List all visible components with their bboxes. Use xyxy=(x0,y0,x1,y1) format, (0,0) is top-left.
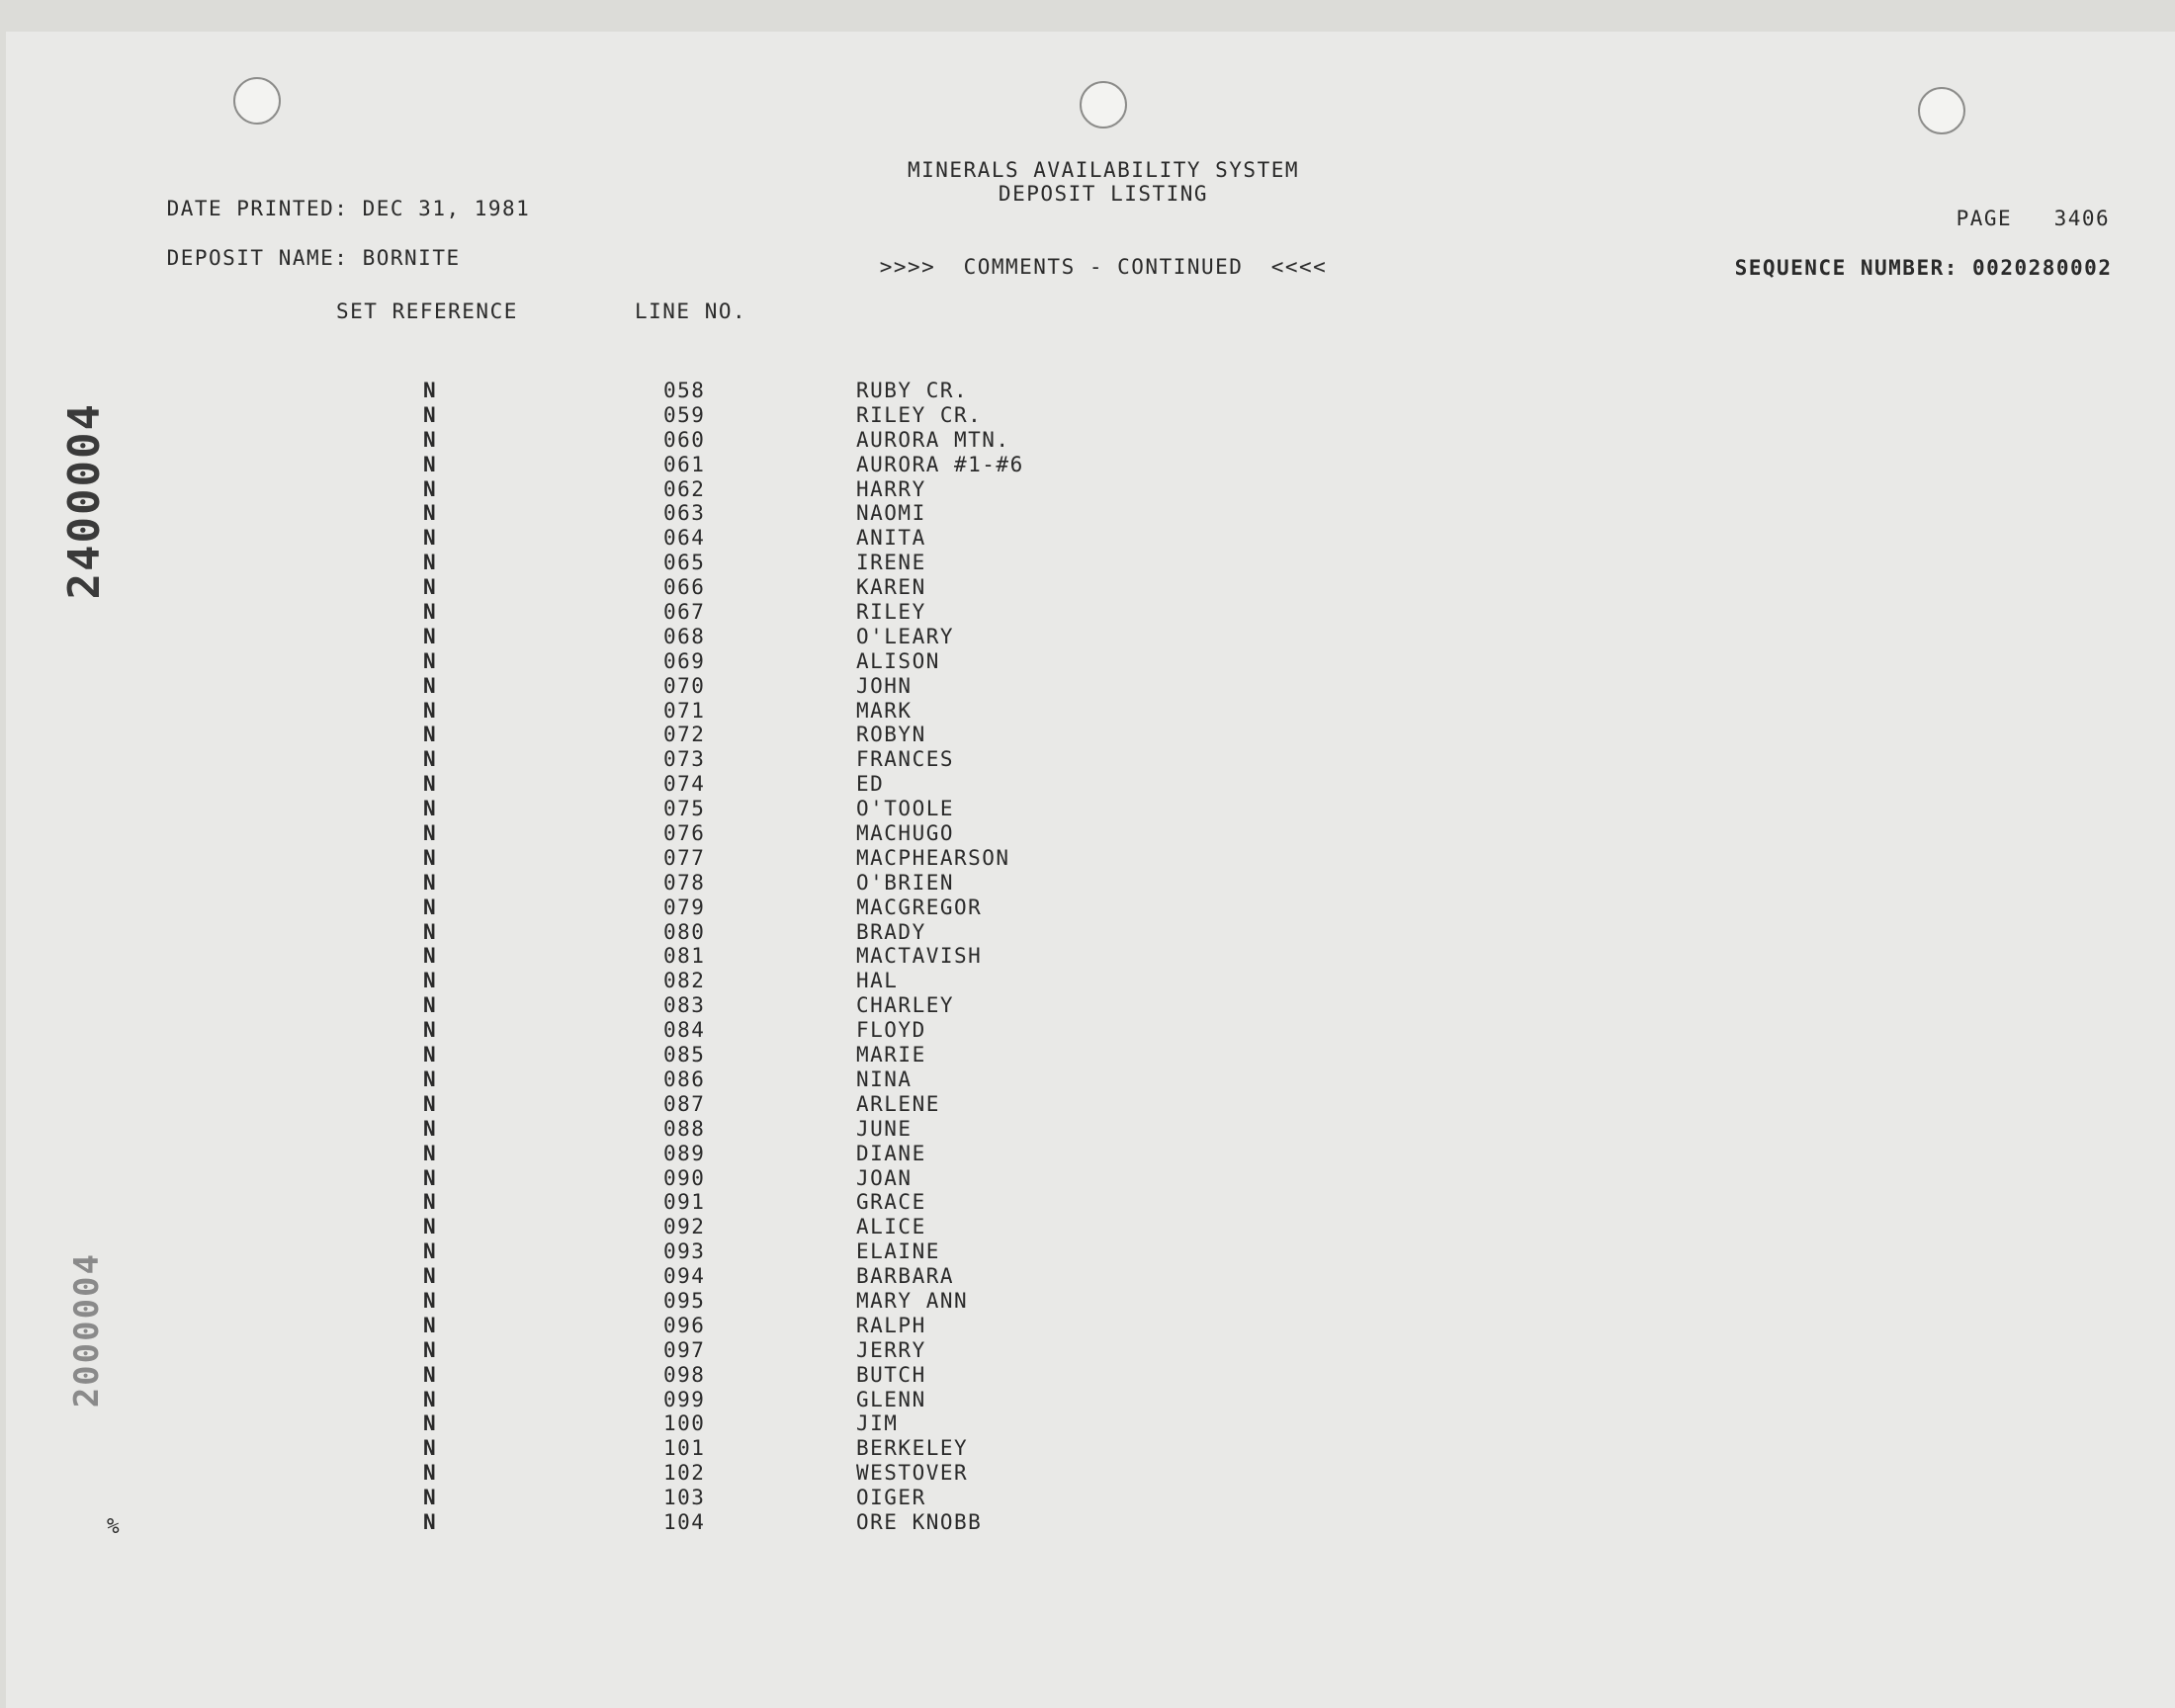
table-row xyxy=(6,602,2175,627)
table-row xyxy=(6,774,2175,799)
comment-cell: NAOMI xyxy=(856,501,926,526)
set-reference-cell: N xyxy=(423,476,438,501)
comment-cell: JOHN xyxy=(856,673,913,698)
table-row xyxy=(6,553,2175,577)
comment-cell: OIGER xyxy=(856,1486,926,1510)
comment-cell: ARLENE xyxy=(856,1091,940,1116)
comment-cell: FLOYD xyxy=(856,1018,926,1043)
line-number-cell: 079 xyxy=(663,895,706,919)
line-number-cell: 086 xyxy=(663,1067,706,1091)
line-number-cell: 100 xyxy=(663,1411,706,1436)
line-number-cell: 078 xyxy=(663,870,706,895)
comment-cell: BRADY xyxy=(856,919,926,944)
line-number-cell: 071 xyxy=(663,698,706,723)
comment-cell: MARIE xyxy=(856,1043,926,1068)
line-number-cell: 058 xyxy=(663,379,706,402)
line-number-cell: 089 xyxy=(663,1141,706,1165)
line-number-cell: 085 xyxy=(663,1043,706,1068)
comment-cell: MARK xyxy=(856,698,913,723)
table-row xyxy=(6,946,2175,971)
comment-cell: GLENN xyxy=(856,1387,926,1411)
table-row xyxy=(6,1438,2175,1463)
comment-cell: GRACE xyxy=(856,1190,926,1215)
table-row xyxy=(6,624,2175,651)
table-row xyxy=(6,402,2175,430)
table-row xyxy=(6,1192,2175,1217)
set-reference-cell: N xyxy=(423,673,438,698)
comment-cell: O'LEARY xyxy=(856,624,955,648)
comment-cell: CHARLEY xyxy=(856,993,955,1018)
set-reference-cell: N xyxy=(423,1362,438,1387)
set-reference-cell: N xyxy=(423,1387,438,1411)
line-number-cell: 095 xyxy=(663,1288,706,1313)
comment-cell: O'BRIEN xyxy=(856,870,955,895)
line-number-cell: 067 xyxy=(663,600,706,625)
table-row xyxy=(6,799,2175,823)
line-number-cell: 092 xyxy=(663,1215,706,1239)
comment-cell: ELAINE xyxy=(856,1239,940,1264)
line-number-cell: 088 xyxy=(663,1116,706,1141)
comment-cell: DIANE xyxy=(856,1141,926,1165)
line-number-cell: 076 xyxy=(663,821,706,846)
set-reference-cell: N xyxy=(423,1190,438,1215)
line-number-cell: 084 xyxy=(663,1018,706,1043)
table-row xyxy=(6,1313,2175,1340)
line-number-cell: 102 xyxy=(663,1461,706,1486)
line-number-cell: 077 xyxy=(663,845,706,870)
comment-cell: ROBYN xyxy=(856,723,926,747)
comment-cell: JOAN xyxy=(856,1165,913,1190)
line-number-cell: 094 xyxy=(663,1264,706,1289)
line-number-cell: 104 xyxy=(663,1509,706,1534)
set-reference-cell: N xyxy=(423,600,438,625)
date-printed-label: DATE PRINTED: xyxy=(166,197,349,220)
table-row xyxy=(6,1337,2175,1365)
line-number-cell: 061 xyxy=(663,452,706,476)
set-reference-cell: N xyxy=(423,402,438,427)
line-number-cell: 081 xyxy=(663,944,706,969)
comment-cell: IRENE xyxy=(856,551,926,575)
line-number-cell: 065 xyxy=(663,551,706,575)
line-number-cell: 068 xyxy=(663,624,706,648)
table-row xyxy=(6,1362,2175,1390)
set-reference-cell: N xyxy=(423,379,438,402)
set-reference-cell: N xyxy=(423,501,438,526)
line-number-cell: 060 xyxy=(663,427,706,452)
table-row xyxy=(6,673,2175,701)
line-number-cell: 066 xyxy=(663,575,706,600)
set-reference-cell: N xyxy=(423,1486,438,1510)
table-row xyxy=(6,1020,2175,1045)
printout-page xyxy=(6,32,2175,1708)
set-reference-cell: N xyxy=(423,1141,438,1165)
set-reference-cell: N xyxy=(423,919,438,944)
set-reference-cell: N xyxy=(423,895,438,919)
table-row xyxy=(6,698,2175,726)
set-reference-cell: N xyxy=(423,1091,438,1116)
set-reference-cell: N xyxy=(423,845,438,870)
table-row xyxy=(6,476,2175,504)
comment-cell: MACPHEARSON xyxy=(856,845,1010,870)
table-row xyxy=(6,1387,2175,1414)
sequence-value: 0020280002 xyxy=(1972,256,2113,280)
set-reference-cell: N xyxy=(423,870,438,895)
comment-cell: O'TOOLE xyxy=(856,797,955,821)
comment-cell: ALICE xyxy=(856,1215,926,1239)
comment-cell: NINA xyxy=(856,1067,913,1091)
table-row xyxy=(6,845,2175,873)
set-reference-cell: N xyxy=(423,821,438,846)
set-reference-cell: N xyxy=(423,1018,438,1043)
set-reference-cell: N xyxy=(423,1288,438,1313)
line-number-cell: 072 xyxy=(663,723,706,747)
line-number-cell: 097 xyxy=(663,1337,706,1362)
sequence-label: SEQUENCE NUMBER: xyxy=(1734,256,1958,280)
line-number-cell: 090 xyxy=(663,1165,706,1190)
page-label: PAGE xyxy=(1956,207,2013,230)
set-reference-cell: N xyxy=(423,1337,438,1362)
set-reference-cell: N xyxy=(423,723,438,747)
comment-cell: RILEY xyxy=(856,600,926,625)
set-reference-cell: N xyxy=(423,551,438,575)
table-row xyxy=(6,1116,2175,1144)
line-number-cell: 101 xyxy=(663,1436,706,1461)
set-reference-cell: N xyxy=(423,944,438,969)
table-row xyxy=(6,870,2175,897)
set-reference-cell: N xyxy=(423,772,438,797)
system-title: MINERALS AVAILABILITY SYSTEM xyxy=(907,158,1300,182)
table-row xyxy=(6,823,2175,848)
set-reference-cell: N xyxy=(423,427,438,452)
comment-cell: ALISON xyxy=(856,648,940,673)
punch-hole-center xyxy=(1080,81,1127,128)
table-row xyxy=(6,577,2175,602)
set-reference-cell: N xyxy=(423,648,438,673)
margin-stamp-upper: 2400004 xyxy=(59,402,110,600)
set-reference-cell: N xyxy=(423,747,438,772)
comment-cell: MARY ANN xyxy=(856,1288,969,1313)
line-number-cell: 080 xyxy=(663,919,706,944)
line-number-cell: 103 xyxy=(663,1486,706,1510)
table-row xyxy=(6,919,2175,947)
comment-cell: ORE KNOBB xyxy=(856,1509,983,1534)
table-row xyxy=(6,1463,2175,1488)
comment-cell: ED xyxy=(856,772,885,797)
line-number-cell: 069 xyxy=(663,648,706,673)
comment-cell: AURORA MTN. xyxy=(856,427,1010,452)
table-row xyxy=(6,1241,2175,1266)
comment-cell: MACHUGO xyxy=(856,821,955,846)
set-reference-cell: N xyxy=(423,452,438,476)
set-reference-cell: N xyxy=(423,1436,438,1461)
set-reference-cell: N xyxy=(423,969,438,993)
line-number-cell: 074 xyxy=(663,772,706,797)
comment-cell: KAREN xyxy=(856,575,926,600)
line-number-cell: 087 xyxy=(663,1091,706,1116)
comment-cell: RALPH xyxy=(856,1313,926,1337)
set-reference-cell: N xyxy=(423,624,438,648)
line-number-cell: 098 xyxy=(663,1362,706,1387)
table-row xyxy=(6,427,2175,455)
comment-cell: BARBARA xyxy=(856,1264,955,1289)
set-reference-cell: N xyxy=(423,526,438,551)
set-reference-cell: N xyxy=(423,1067,438,1091)
comment-cell: RUBY CR. xyxy=(856,379,969,402)
comment-cell: HARRY xyxy=(856,476,926,501)
line-number-cell: 063 xyxy=(663,501,706,526)
listing-title: DEPOSIT LISTING xyxy=(998,182,1209,206)
set-reference-cell: N xyxy=(423,993,438,1018)
line-number-cell: 070 xyxy=(663,673,706,698)
comment-cell: AURORA #1-#6 xyxy=(856,452,1024,476)
line-number-cell: 075 xyxy=(663,797,706,821)
line-number-cell: 083 xyxy=(663,993,706,1018)
table-row xyxy=(6,1045,2175,1069)
set-reference-cell: N xyxy=(423,1509,438,1534)
sequence-number-line xyxy=(1679,237,2112,299)
margin-stamp-lower: 2000004 xyxy=(67,1252,107,1409)
comment-cell: HAL xyxy=(856,969,899,993)
punch-hole-right xyxy=(1918,87,1965,134)
set-reference-cell: N xyxy=(423,698,438,723)
table-row xyxy=(6,995,2175,1020)
set-reference-cell: N xyxy=(423,1165,438,1190)
comment-cell: RILEY CR. xyxy=(856,402,983,427)
deposit-name-value: BORNITE xyxy=(362,246,461,270)
table-row xyxy=(6,1288,2175,1316)
line-number-cell: 064 xyxy=(663,526,706,551)
table-row xyxy=(6,1488,2175,1512)
line-number-cell: 091 xyxy=(663,1190,706,1215)
comment-cell: JIM xyxy=(856,1411,899,1436)
table-row xyxy=(6,749,2175,774)
page-value: 3406 xyxy=(2053,207,2111,230)
set-reference-cell: N xyxy=(423,1411,438,1436)
line-number-cell: 062 xyxy=(663,476,706,501)
table-row xyxy=(6,971,2175,995)
table-row xyxy=(6,1266,2175,1291)
table-row xyxy=(6,1165,2175,1193)
table-row xyxy=(6,528,2175,553)
table-row xyxy=(6,725,2175,749)
set-reference-cell: N xyxy=(423,797,438,821)
comment-cell: MACTAVISH xyxy=(856,944,983,969)
comment-rows xyxy=(6,381,2175,1537)
table-row xyxy=(6,1217,2175,1241)
punch-hole-left xyxy=(233,77,281,125)
section-title: >>>> COMMENTS - CONTINUED <<<< xyxy=(879,255,1328,279)
table-row xyxy=(6,1509,2175,1537)
comment-cell: WESTOVER xyxy=(856,1461,969,1486)
set-reference-cell: N xyxy=(423,1215,438,1239)
comment-cell: BUTCH xyxy=(856,1362,926,1387)
comment-cell: JUNE xyxy=(856,1116,913,1141)
comment-cell: MACGREGOR xyxy=(856,895,983,919)
set-reference-cell: N xyxy=(423,1116,438,1141)
line-number-cell: 099 xyxy=(663,1387,706,1411)
table-row xyxy=(6,503,2175,528)
set-reference-cell: N xyxy=(423,1313,438,1337)
table-row xyxy=(6,381,2175,405)
footer-mark: % xyxy=(107,1514,122,1538)
table-row xyxy=(6,1091,2175,1119)
deposit-name-label: DEPOSIT NAME: xyxy=(166,246,349,270)
comment-cell: BERKELEY xyxy=(856,1436,969,1461)
table-row xyxy=(6,648,2175,676)
set-reference-cell: N xyxy=(423,1264,438,1289)
comment-cell: ANITA xyxy=(856,526,926,551)
table-row xyxy=(6,452,2175,479)
column-header-line-no: LINE NO. xyxy=(635,299,747,323)
line-number-cell: 096 xyxy=(663,1313,706,1337)
table-row xyxy=(6,1069,2175,1094)
line-number-cell: 059 xyxy=(663,402,706,427)
set-reference-cell: N xyxy=(423,1461,438,1486)
table-row xyxy=(6,1141,2175,1168)
comment-cell: JERRY xyxy=(856,1337,926,1362)
line-number-cell: 082 xyxy=(663,969,706,993)
date-printed-value: DEC 31, 1981 xyxy=(362,197,531,220)
comment-cell: FRANCES xyxy=(856,747,955,772)
deposit-name-line xyxy=(111,227,461,290)
set-reference-cell: N xyxy=(423,575,438,600)
table-row xyxy=(6,1413,2175,1438)
column-header-set-reference: SET REFERENCE xyxy=(336,299,518,323)
table-row xyxy=(6,897,2175,922)
line-number-cell: 093 xyxy=(663,1239,706,1264)
set-reference-cell: N xyxy=(423,1239,438,1264)
line-number-cell: 073 xyxy=(663,747,706,772)
set-reference-cell: N xyxy=(423,1043,438,1068)
